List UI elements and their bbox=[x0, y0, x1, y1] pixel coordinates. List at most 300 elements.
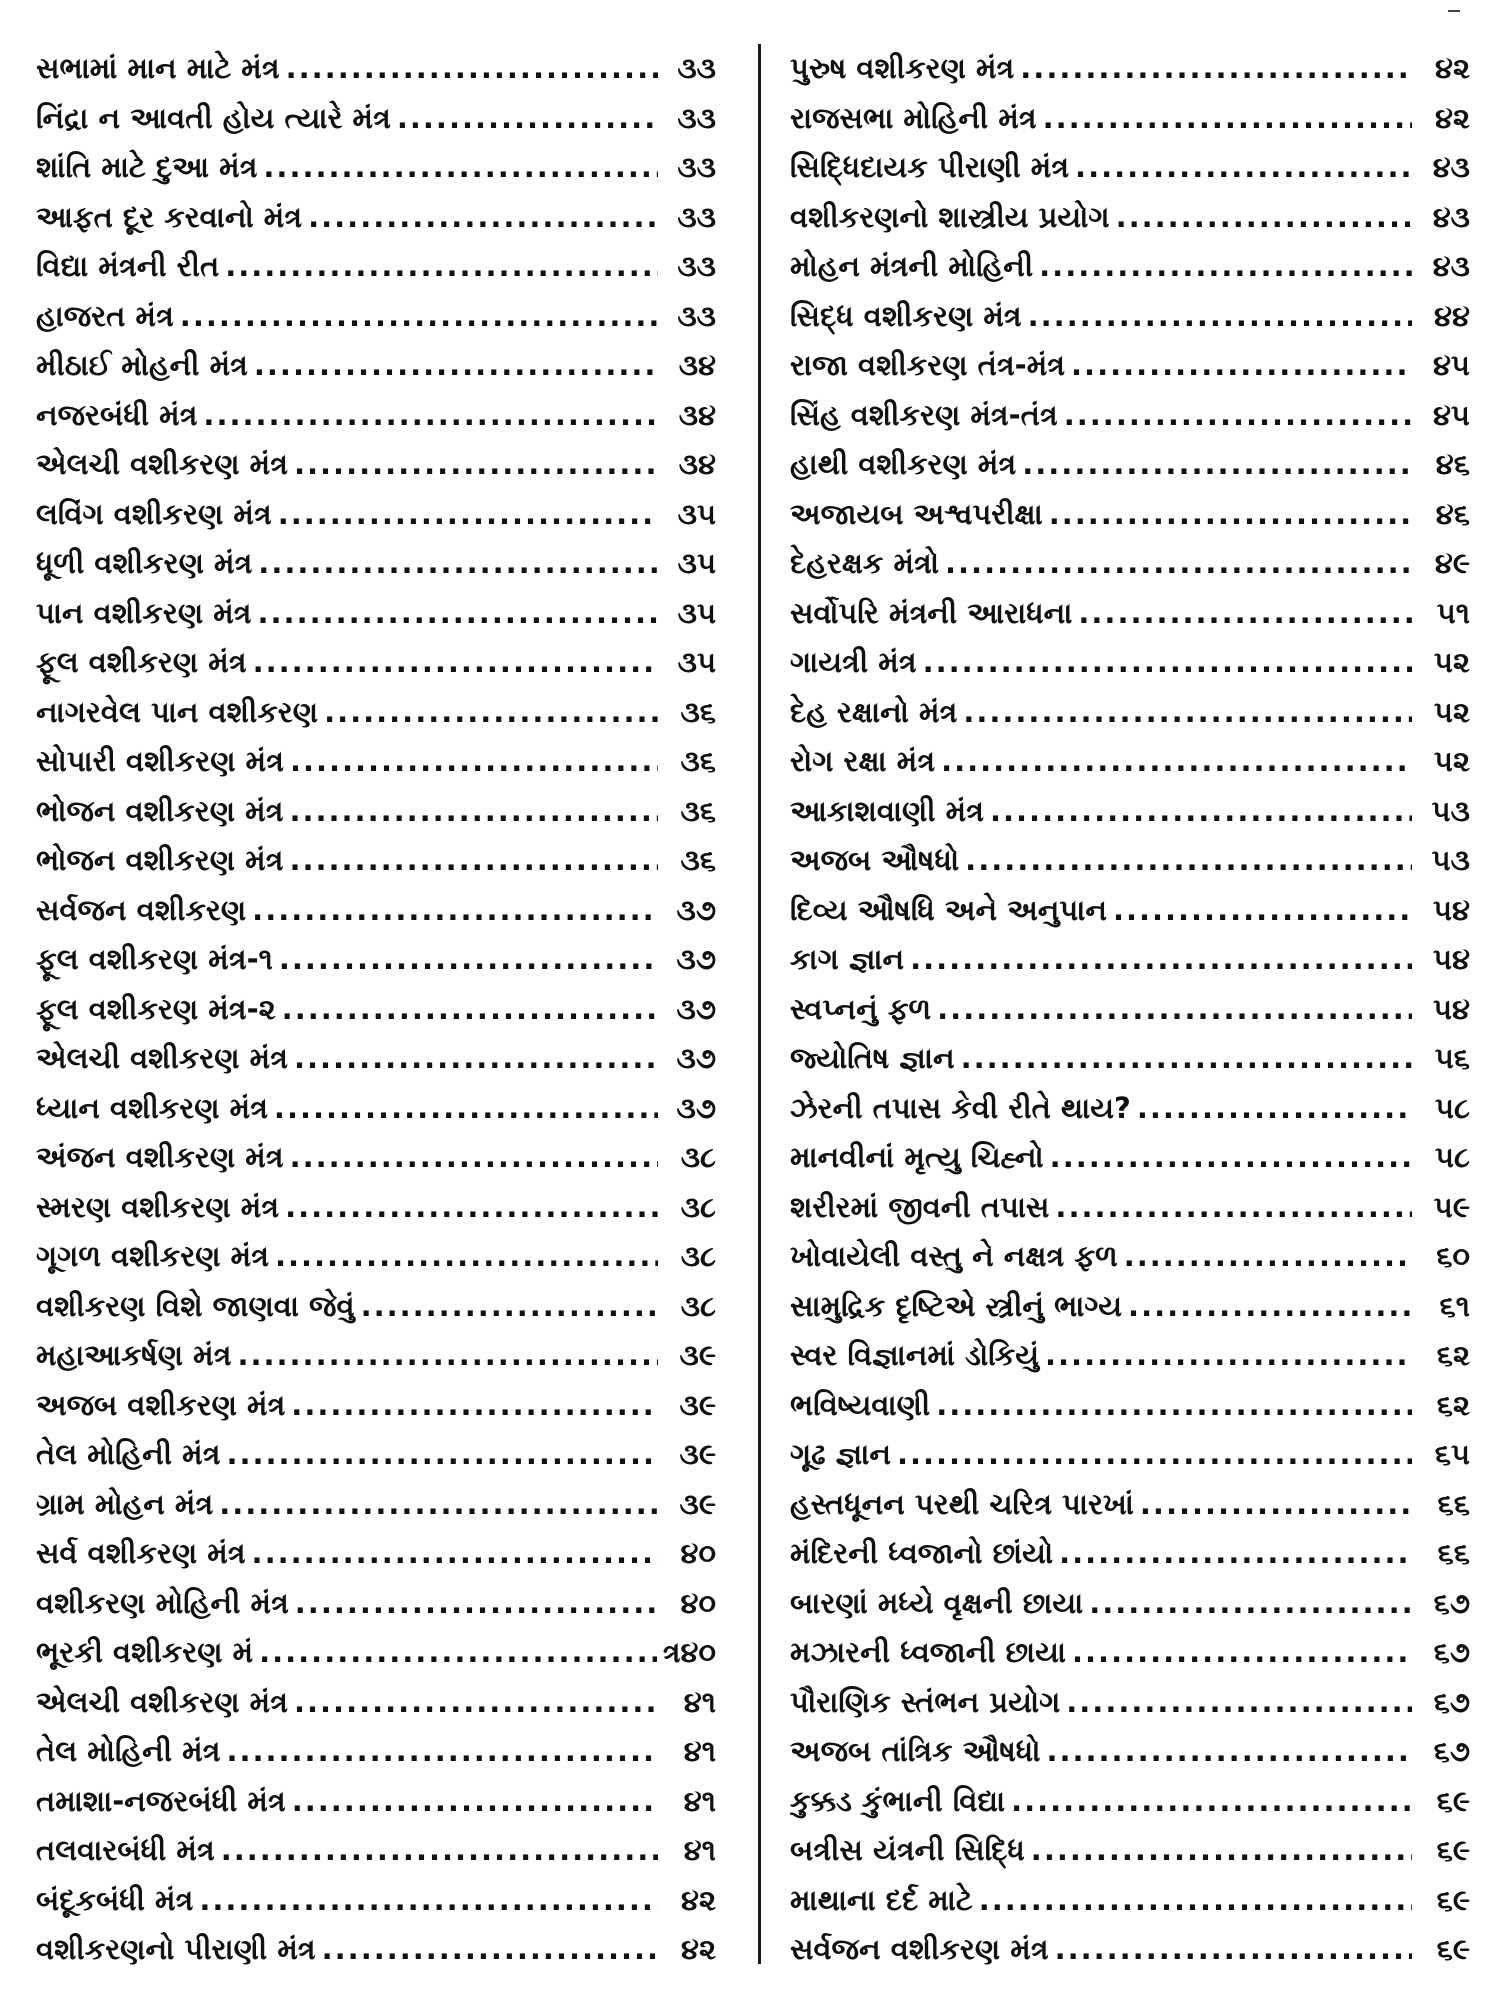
dot-leader bbox=[252, 1529, 658, 1579]
toc-entry-title: દેહ રક્ષાનો મંત્ર bbox=[790, 694, 958, 729]
toc-entry bbox=[36, 1430, 716, 1480]
toc-entry bbox=[790, 490, 1470, 540]
toc-entry-title: અજબ ઔષધો bbox=[790, 843, 960, 877]
toc-entry-page-number: ૪૩ bbox=[1432, 199, 1470, 234]
toc-entry-page-number: ૪૫ bbox=[1432, 397, 1470, 432]
toc-entry-title: તમાશા-નજરબંધી મંત્ર bbox=[36, 1783, 286, 1818]
toc-entry bbox=[36, 1232, 716, 1282]
toc-entry-page-number: ૩૭ bbox=[676, 942, 716, 976]
toc-entry-title: દિવ્ય ઔષધિ અને અનુપાન bbox=[790, 892, 1107, 927]
toc-entry-title: રાજસભા મોહિની મંત્ર bbox=[790, 100, 1037, 135]
toc-entry-title: આકાશવાણી મંત્ર bbox=[790, 793, 984, 828]
dot-leader bbox=[294, 1034, 658, 1084]
toc-entry-title: ભોજન વશીકરણ મંત્ર bbox=[36, 793, 284, 828]
dot-leader bbox=[1124, 1232, 1412, 1282]
toc-entry bbox=[790, 391, 1470, 441]
toc-entry bbox=[790, 1480, 1470, 1530]
toc-entry-page-number: ૫૯ bbox=[1433, 1189, 1470, 1224]
toc-entry bbox=[36, 1381, 716, 1431]
toc-entry-page-number: ૬૭ bbox=[1433, 1635, 1470, 1669]
toc-entry bbox=[790, 836, 1470, 886]
dot-leader bbox=[1066, 1678, 1412, 1728]
dot-leader bbox=[936, 1381, 1412, 1431]
toc-entry-page-number: ૩૭ bbox=[676, 1090, 716, 1125]
toc-entry-title: ધૂળી વશીકરણ મંત્ર bbox=[36, 546, 253, 580]
toc-entry bbox=[790, 1084, 1470, 1134]
toc-entry-page-number: ૬૭ bbox=[1433, 1734, 1470, 1768]
dot-leader bbox=[1072, 1628, 1412, 1678]
dot-leader bbox=[290, 737, 658, 787]
dot-leader bbox=[254, 341, 658, 391]
toc-entry bbox=[790, 1282, 1470, 1332]
toc-entry-title: ગાયત્રી મંત્ર bbox=[790, 645, 917, 679]
toc-entry bbox=[36, 1480, 716, 1530]
toc-entry bbox=[790, 1727, 1470, 1777]
toc-entry-title: સામુદ્રિક દૃષ્ટિએ સ્ત્રીનું ભાગ્ય bbox=[790, 1288, 1123, 1323]
toc-entry bbox=[36, 242, 716, 292]
toc-entry-page-number: ત્ર૪૦ bbox=[662, 1635, 716, 1669]
toc-entry-page-number: ૩૯ bbox=[679, 1387, 716, 1422]
toc-entry-title: ભોજન વશીકરણ મંત્ર bbox=[36, 843, 284, 877]
toc-entry bbox=[36, 1084, 716, 1134]
toc-entry-title: મોહન મંત્રની મોહિની bbox=[790, 249, 1034, 283]
toc-entry-page-number: ૬૭ bbox=[1433, 1585, 1470, 1620]
toc-entry-title: એલચી વશીકરણ મંત્ર bbox=[36, 1041, 288, 1075]
toc-entry bbox=[36, 1331, 716, 1381]
toc-entry bbox=[790, 589, 1470, 639]
toc-entry-title: ફૂલ વશીકરણ મંત્ર-૨ bbox=[36, 991, 276, 1026]
toc-entry-title: વશીકરણનો પીરાણી મંત્ર bbox=[36, 1932, 316, 1966]
toc-entry bbox=[790, 1777, 1470, 1827]
toc-entry bbox=[36, 143, 716, 193]
toc-entry-page-number: ૬૧ bbox=[1439, 1288, 1470, 1323]
dot-leader bbox=[199, 1876, 658, 1926]
toc-entry-title: ગૂઢ જ્ઞાન bbox=[790, 1437, 891, 1471]
toc-entry bbox=[790, 1826, 1470, 1876]
toc-entry-page-number: ૪૦ bbox=[680, 1585, 716, 1620]
toc-entry-title: ઝેરની તપાસ કેવી રીતે થાય? bbox=[790, 1090, 1131, 1125]
toc-entry-title: વશીકરણનો શાસ્ત્રીય પ્રયોગ bbox=[790, 199, 1110, 234]
toc-entry-title: સ્મરણ વશીકરણ મંત્ર bbox=[36, 1189, 280, 1224]
toc-entry-title: શરીરમાં જીવની તપાસ bbox=[790, 1189, 1050, 1224]
toc-entry-page-number: ૩૫ bbox=[677, 595, 716, 630]
toc-entry-page-number: ૪૨ bbox=[1434, 100, 1470, 135]
toc-entry-page-number: ૬૨ bbox=[1436, 1387, 1470, 1422]
toc-entry-page-number: ૩૯ bbox=[679, 1486, 716, 1521]
toc-entry-title: વશીકરણ વિશે જાણવા જેવું bbox=[36, 1288, 355, 1323]
dot-leader bbox=[1059, 1529, 1412, 1579]
toc-entry-page-number: ૩૩ bbox=[677, 100, 716, 135]
toc-entry bbox=[36, 1034, 716, 1084]
toc-entry-page-number: ૩૭ bbox=[676, 1041, 716, 1075]
toc-entry bbox=[790, 1232, 1470, 1282]
toc-entry-title: પુરુષ વશીકરણ મંત્ર bbox=[790, 51, 1015, 85]
dot-leader bbox=[1128, 1282, 1412, 1332]
toc-entry-page-number: ૫૨ bbox=[1433, 645, 1470, 679]
toc-entry-page-number: ૪૬ bbox=[1435, 447, 1470, 481]
toc-entry-page-number: ૩૯ bbox=[679, 1338, 716, 1372]
toc-entry bbox=[790, 688, 1470, 738]
dot-leader bbox=[361, 1282, 658, 1332]
dot-leader bbox=[1049, 490, 1412, 540]
toc-entry-title: માનવીનાં મૃત્યુ ચિહ્નો bbox=[790, 1140, 1044, 1174]
toc-entry-title: ભૂરકી વશીકરણ મં bbox=[36, 1635, 254, 1669]
toc-entry-page-number: ૩૩ bbox=[677, 199, 716, 234]
toc-entry-page-number: ૩૬ bbox=[680, 793, 716, 828]
toc-entry bbox=[36, 836, 716, 886]
dot-leader bbox=[1071, 341, 1412, 391]
toc-entry-page-number: ૩૩ bbox=[677, 298, 716, 333]
toc-entry-page-number: ૫૮ bbox=[1434, 1140, 1470, 1174]
toc-entry bbox=[790, 1628, 1470, 1678]
dot-leader bbox=[275, 1232, 658, 1282]
toc-entry-title: અજાયબ અશ્વપરીક્ષા bbox=[790, 496, 1043, 531]
toc-entry bbox=[36, 341, 716, 391]
dot-leader bbox=[263, 143, 658, 193]
dot-leader bbox=[897, 1430, 1412, 1480]
toc-entry-page-number: ૬૯ bbox=[1436, 1783, 1470, 1818]
toc-entry-page-number: ૬૯ bbox=[1436, 1833, 1470, 1867]
toc-entry-title: પાન વશીકરણ મંત્ર bbox=[36, 595, 252, 630]
toc-entry-title: ખોવાયેલી વસ્તુ ને નક્ષત્ર ફળ bbox=[790, 1239, 1118, 1273]
toc-entry bbox=[790, 1331, 1470, 1381]
toc-entry bbox=[790, 44, 1470, 94]
dot-leader bbox=[910, 935, 1412, 985]
toc-entry bbox=[36, 886, 716, 936]
toc-entry bbox=[36, 193, 716, 243]
toc-entry-page-number: ૬૬ bbox=[1437, 1536, 1470, 1570]
toc-entry-title: નજરબંધી મંત્ર bbox=[36, 397, 198, 432]
dot-leader bbox=[294, 1678, 658, 1728]
toc-entry-page-number: ૪૨ bbox=[680, 1932, 716, 1966]
dot-leader bbox=[1045, 1331, 1412, 1381]
toc-entry-title: તેલ મોહિની મંત્ર bbox=[36, 1734, 221, 1768]
dot-leader bbox=[294, 440, 658, 490]
corner-mark bbox=[1448, 10, 1460, 12]
toc-list-right bbox=[790, 44, 1470, 1975]
dot-leader bbox=[226, 1430, 658, 1480]
toc-entry bbox=[790, 539, 1470, 589]
toc-entry bbox=[36, 1183, 716, 1233]
toc-entry-title: બારણાં મધ્યે વૃક્ષની છાયા bbox=[790, 1585, 1084, 1620]
dot-leader bbox=[290, 1133, 658, 1183]
toc-entry bbox=[790, 292, 1470, 342]
toc-entry bbox=[36, 44, 716, 94]
toc-entry bbox=[790, 1925, 1470, 1975]
toc-entry-title: દેહરક્ષક મંત્રો bbox=[790, 546, 940, 580]
toc-entry-page-number: ૪૨ bbox=[1434, 51, 1470, 85]
toc-entry-page-number: ૩૬ bbox=[680, 694, 716, 729]
toc-entry bbox=[36, 935, 716, 985]
dot-leader bbox=[1039, 242, 1412, 292]
dot-leader bbox=[1089, 1579, 1412, 1629]
toc-entry bbox=[36, 1579, 716, 1629]
toc-entry bbox=[790, 1183, 1470, 1233]
toc-entry-title: વિદ્યા મંત્રની રીત bbox=[36, 249, 220, 283]
toc-entry-title: અજબ વશીકરણ મંત્ર bbox=[36, 1387, 286, 1422]
dot-leader bbox=[941, 737, 1412, 787]
dot-leader bbox=[259, 1628, 657, 1678]
toc-entry-page-number: ૫૨ bbox=[1433, 744, 1470, 778]
toc-entry-title: ભવિષ્યવાણી bbox=[790, 1387, 931, 1422]
toc-entry-title: માથાના દર્દ માટે bbox=[790, 1882, 973, 1917]
toc-entry-page-number: ૫૮ bbox=[1434, 1090, 1470, 1125]
toc-entry-page-number: ૪૩ bbox=[1432, 249, 1470, 283]
toc-entry bbox=[36, 787, 716, 837]
toc-entry-title: સ્વર વિજ્ઞાનમાં ડોકિયું bbox=[790, 1338, 1040, 1372]
toc-list-left bbox=[36, 44, 716, 1975]
dot-leader bbox=[258, 539, 658, 589]
toc-entry bbox=[36, 539, 716, 589]
toc-entry bbox=[36, 1727, 716, 1777]
dot-leader bbox=[225, 242, 658, 292]
toc-entry bbox=[790, 985, 1470, 1035]
dot-leader bbox=[289, 787, 658, 837]
dot-leader bbox=[397, 94, 658, 144]
toc-entry-page-number: ૫૪ bbox=[1432, 942, 1470, 976]
toc-entry-title: હસ્તધૂનન પરથી ચરિત્ર પારખાં bbox=[790, 1486, 1134, 1521]
toc-entry bbox=[790, 1529, 1470, 1579]
toc-entry bbox=[36, 1876, 716, 1926]
toc-entry bbox=[790, 1579, 1470, 1629]
toc-entry-page-number: ૩૮ bbox=[680, 1189, 716, 1224]
dot-leader bbox=[1046, 1727, 1412, 1777]
toc-entry bbox=[790, 737, 1470, 787]
dot-leader bbox=[252, 886, 658, 936]
toc-entry-page-number: ૫૬ bbox=[1434, 1041, 1470, 1075]
toc-entry bbox=[36, 292, 716, 342]
toc-entry bbox=[790, 638, 1470, 688]
toc-entry-title: પૌરાણિક સ્તંભન પ્રયોગ bbox=[790, 1684, 1061, 1719]
toc-entry-title: સભામાં માન માટે મંત્ર bbox=[36, 51, 280, 85]
toc-entry bbox=[790, 1034, 1470, 1084]
toc-entry-title: આફત દૂર કરવાનો મંત્ર bbox=[36, 199, 303, 234]
toc-entry-title: ગૂગળ વશીકરણ મંત્ર bbox=[36, 1239, 269, 1273]
toc-entry-page-number: ૬૫ bbox=[1434, 1437, 1470, 1471]
toc-entry bbox=[36, 638, 716, 688]
toc-entry-page-number: ૪૫ bbox=[1432, 348, 1470, 382]
toc-entry-page-number: ૩૮ bbox=[680, 1239, 716, 1273]
toc-entry-title: રાજા વશીકરણ તંત્ર-મંત્ર bbox=[790, 348, 1066, 382]
toc-entry-page-number: ૩૬ bbox=[680, 744, 716, 778]
dot-leader bbox=[963, 688, 1412, 738]
toc-entry-title: ધ્યાન વશીકરણ મંત્ર bbox=[36, 1090, 268, 1125]
toc-entry-page-number: ૪૧ bbox=[683, 1783, 716, 1818]
toc-entry-page-number: ૬૭ bbox=[1433, 1684, 1470, 1719]
toc-entry-page-number: ૩૪ bbox=[678, 397, 716, 432]
dot-leader bbox=[274, 1084, 658, 1134]
toc-entry-title: વશીકરણ મોહિની મંત્ર bbox=[36, 1585, 289, 1620]
dot-leader bbox=[322, 1925, 658, 1975]
dot-leader bbox=[1031, 1826, 1412, 1876]
toc-entry-title: મંદિરની ધ્વજાનો છાંયો bbox=[790, 1536, 1054, 1570]
dot-leader bbox=[1116, 193, 1412, 243]
toc-entry bbox=[790, 886, 1470, 936]
toc-entry bbox=[790, 242, 1470, 292]
dot-leader bbox=[1050, 1133, 1412, 1183]
toc-entry-title: બત્રીસ યંત્રની સિદ્ધિ bbox=[790, 1833, 1025, 1867]
toc-entry-title: અજબ તાંત્રિક ઔષધો bbox=[790, 1734, 1041, 1768]
toc-entry bbox=[36, 737, 716, 787]
toc-entry-title: શાંતિ માટે દુઆ મંત્ર bbox=[36, 150, 258, 184]
toc-entry bbox=[790, 1678, 1470, 1728]
toc-entry bbox=[790, 143, 1470, 193]
toc-entry-page-number: ૫૩ bbox=[1431, 793, 1470, 828]
toc-entry-page-number: ૬૯ bbox=[1436, 1932, 1470, 1966]
dot-leader bbox=[1022, 440, 1412, 490]
toc-entry bbox=[36, 1628, 716, 1678]
toc-entry-title: નિંદ્રા ન આવતી હોય ત્યારે મંત્ર bbox=[36, 100, 391, 135]
dot-leader bbox=[1078, 589, 1412, 639]
toc-entry-title: હાથી વશીકરણ મંત્ર bbox=[790, 447, 1017, 481]
toc-entry-page-number: ૬૯ bbox=[1436, 1882, 1470, 1917]
toc-entry bbox=[36, 1777, 716, 1827]
dot-leader bbox=[258, 589, 658, 639]
toc-entry bbox=[790, 935, 1470, 985]
toc-entry-title: સર્વજન વશીકરણ bbox=[36, 892, 247, 927]
toc-entry-page-number: ૩૮ bbox=[680, 1140, 716, 1174]
toc-entry-page-number: ૩૩ bbox=[677, 150, 716, 184]
toc-entry-page-number: ૬૦ bbox=[1436, 1239, 1470, 1273]
index-column-right bbox=[790, 44, 1470, 1984]
toc-entry-title: સ્વપ્નનું ફળ bbox=[790, 991, 932, 1026]
dot-leader bbox=[1075, 143, 1412, 193]
toc-entry-page-number: ૩૩ bbox=[677, 249, 716, 283]
toc-entry-title: સોપારી વશીકરણ મંત્ર bbox=[36, 744, 284, 778]
dot-leader bbox=[324, 688, 658, 738]
toc-entry-title: એલચી વશીકરણ મંત્ર bbox=[36, 1684, 288, 1719]
dot-leader bbox=[279, 935, 658, 985]
toc-entry-title: મીઠાઈ મોહની મંત્ર bbox=[36, 348, 248, 382]
dot-leader bbox=[286, 44, 658, 94]
toc-entry-page-number: ૩૭ bbox=[676, 892, 716, 927]
toc-entry-page-number: ૫૪ bbox=[1432, 991, 1470, 1026]
dot-leader bbox=[203, 391, 658, 441]
toc-entry-title: તેલ મોહિની મંત્ર bbox=[36, 1437, 221, 1471]
toc-entry-page-number: ૩૬ bbox=[680, 843, 716, 877]
dot-leader bbox=[1043, 94, 1412, 144]
toc-entry bbox=[36, 985, 716, 1035]
toc-entry-page-number: ૫૧ bbox=[1436, 595, 1470, 630]
toc-entry-title: જ્યોતિષ જ્ઞાન bbox=[790, 1041, 955, 1075]
toc-entry-page-number: ૫૪ bbox=[1432, 892, 1470, 927]
dot-leader bbox=[923, 638, 1412, 688]
toc-entry-title: સિદ્ધ વશીકરણ મંત્ર bbox=[790, 298, 1022, 333]
toc-entry-page-number: ૬૬ bbox=[1437, 1486, 1470, 1521]
toc-entry-page-number: ૩૭ bbox=[676, 991, 716, 1026]
toc-entry-page-number: ૪૬ bbox=[1435, 496, 1470, 531]
toc-entry-page-number: ૩૩ bbox=[677, 51, 716, 85]
toc-entry-page-number: ૪૨ bbox=[680, 1882, 716, 1917]
toc-entry bbox=[36, 94, 716, 144]
toc-entry-title: ફૂલ વશીકરણ મંત્ર-૧ bbox=[36, 942, 273, 976]
toc-entry-title: સિંહ વશીકરણ મંત્ર-તંત્ર bbox=[790, 397, 1058, 432]
toc-entry bbox=[790, 341, 1470, 391]
dot-leader bbox=[237, 1331, 658, 1381]
toc-entry-title: બંદૂકબંધી મંત્ર bbox=[36, 1882, 194, 1917]
dot-leader bbox=[289, 836, 658, 886]
dot-leader bbox=[1137, 1084, 1412, 1134]
toc-entry bbox=[36, 1678, 716, 1728]
toc-entry-title: નાગરવેલ પાન વશીકરણ bbox=[36, 694, 319, 729]
toc-entry-title: એલચી વશીકરણ મંત્ર bbox=[36, 447, 288, 481]
dot-leader bbox=[219, 1480, 658, 1530]
toc-entry-page-number: ૪૯ bbox=[1434, 546, 1470, 580]
toc-entry-title: મઝારની ધ્વજાની છાયા bbox=[790, 1635, 1067, 1669]
dot-leader bbox=[291, 1381, 658, 1431]
toc-entry-title: કુક્કડ કુંભાની વિદ્યા bbox=[790, 1783, 1006, 1818]
dot-leader bbox=[937, 985, 1412, 1035]
toc-entry-page-number: ૪૧ bbox=[683, 1734, 716, 1768]
toc-entry-title: સર્વોપરિ મંત્રની આરાધના bbox=[790, 595, 1073, 630]
toc-entry-page-number: ૫૩ bbox=[1431, 843, 1470, 877]
dot-leader bbox=[1055, 1925, 1412, 1975]
toc-entry-title: મહાઆકર્ષણ મંત્ર bbox=[36, 1338, 232, 1372]
dot-leader bbox=[1064, 391, 1412, 441]
toc-entry-page-number: ૩૫ bbox=[677, 496, 716, 531]
toc-entry bbox=[36, 440, 716, 490]
toc-entry-title: તલવારબંધી મંત્ર bbox=[36, 1833, 215, 1867]
toc-entry-title: કાગ જ્ઞાન bbox=[790, 942, 905, 976]
toc-entry bbox=[790, 94, 1470, 144]
toc-entry-page-number: ૪૪ bbox=[1434, 298, 1470, 333]
toc-entry-page-number: ૩૯ bbox=[679, 1437, 716, 1471]
toc-entry-page-number: ૩૫ bbox=[677, 645, 716, 679]
dot-leader bbox=[1055, 1183, 1412, 1233]
toc-entry-page-number: ૩૪ bbox=[678, 348, 716, 382]
toc-entry bbox=[790, 440, 1470, 490]
dot-leader bbox=[278, 490, 658, 540]
column-divider bbox=[758, 44, 761, 1964]
toc-entry-title: અંજન વશીકરણ મંત્ર bbox=[36, 1140, 284, 1174]
toc-entry bbox=[36, 1282, 716, 1332]
toc-entry-page-number: ૫૨ bbox=[1433, 694, 1470, 729]
toc-entry-page-number: ૪૧ bbox=[683, 1833, 716, 1867]
toc-entry bbox=[790, 1133, 1470, 1183]
toc-entry-title: લવિંગ વશીકરણ મંત્ર bbox=[36, 496, 272, 531]
dot-leader bbox=[226, 1727, 658, 1777]
toc-entry-page-number: ૩૮ bbox=[680, 1288, 716, 1323]
toc-entry bbox=[36, 391, 716, 441]
dot-leader bbox=[979, 1876, 1412, 1926]
dot-leader bbox=[1020, 44, 1412, 94]
toc-entry-title: સર્વ વશીકરણ મંત્ર bbox=[36, 1536, 246, 1570]
dot-leader bbox=[965, 836, 1412, 886]
toc-entry-title: સિદ્ધિદાયક પીરાણી મંત્ર bbox=[790, 150, 1070, 184]
toc-entry-title: રોગ રક્ષા મંત્ર bbox=[790, 744, 936, 778]
toc-entry-page-number: ૪૩ bbox=[1432, 150, 1470, 184]
toc-entry-title: ફૂલ વશીકરણ મંત્ર bbox=[36, 645, 247, 679]
toc-entry bbox=[36, 589, 716, 639]
dot-leader bbox=[292, 1777, 658, 1827]
toc-entry bbox=[36, 1826, 716, 1876]
toc-entry-title: હાજરત મંત્ર bbox=[36, 298, 174, 333]
toc-entry-page-number: ૬૨ bbox=[1436, 1338, 1470, 1372]
index-column-left bbox=[36, 44, 716, 1984]
dot-leader bbox=[961, 1034, 1412, 1084]
toc-entry-page-number: ૪૦ bbox=[680, 1536, 716, 1570]
toc-entry-page-number: ૪૧ bbox=[683, 1684, 716, 1719]
toc-entry bbox=[36, 1133, 716, 1183]
dot-leader bbox=[253, 638, 658, 688]
dot-leader bbox=[1140, 1480, 1412, 1530]
toc-entry bbox=[36, 688, 716, 738]
dot-leader bbox=[1028, 292, 1412, 342]
dot-leader bbox=[308, 193, 658, 243]
toc-entry bbox=[790, 787, 1470, 837]
toc-entry bbox=[790, 1876, 1470, 1926]
dot-leader bbox=[1011, 1777, 1412, 1827]
